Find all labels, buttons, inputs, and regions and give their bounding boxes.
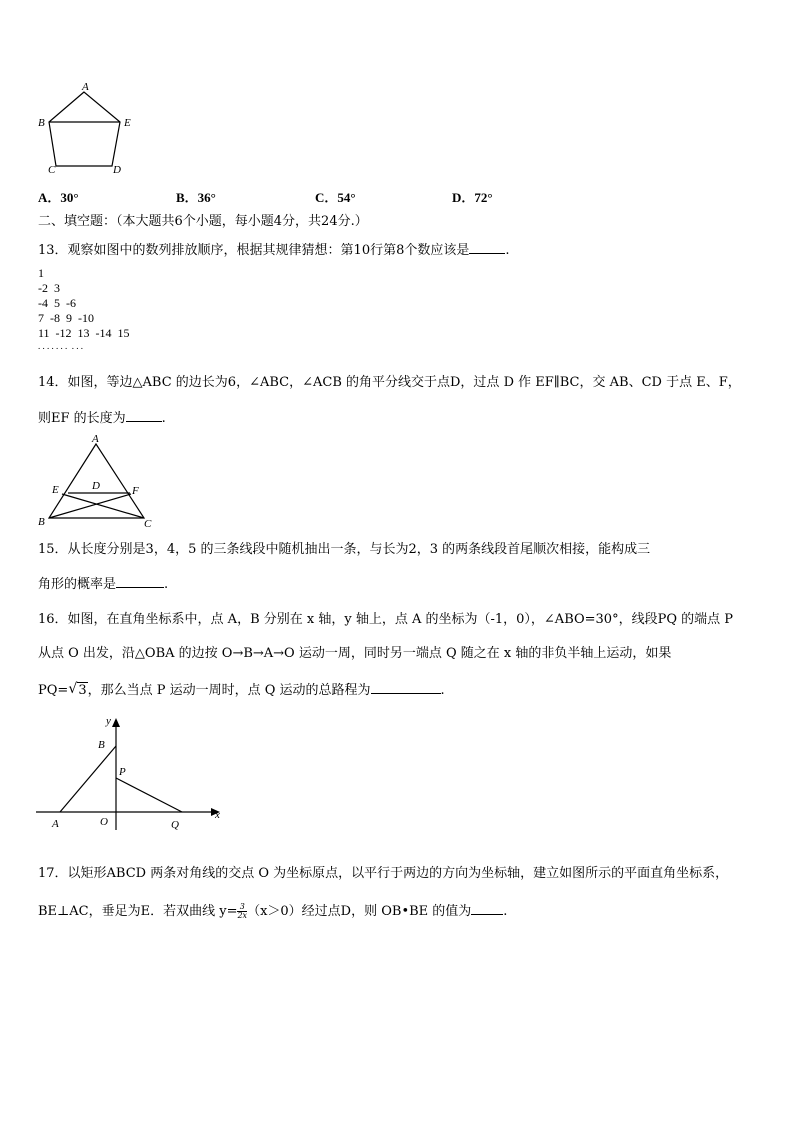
coordinate-figure (34, 712, 230, 834)
q13-stem: 13．观察如图中的数列排放顺序，根据其规律猜想：第10行第8个数应该是 (38, 243, 470, 258)
q16-stem: ，那么当点 P 运动一周时，点 Q 运动的总路程为 (87, 683, 371, 698)
q15-line-2 (38, 575, 168, 593)
label-b: B (98, 739, 105, 751)
q17-stem: BE⊥AC，垂足为E．若双曲线 y= (38, 904, 238, 919)
option-b: B．36° (176, 190, 216, 205)
label-o: O (100, 816, 108, 828)
q14-stem: 则EF 的长度为 (38, 411, 126, 426)
q15-blank (116, 575, 164, 588)
q17-line-1: 17．以矩形ABCD 两条对角线的交点 O 为坐标原点，以平行于两边的方向为坐标轴，建立如图所示的平面直角坐标系， (38, 866, 729, 881)
q13-row-2: -2 3 (38, 281, 60, 295)
sqrt-3: √ 3 (68, 681, 87, 698)
y-axis-arrow (112, 718, 120, 727)
segment-ab (60, 746, 116, 812)
label-y: y (106, 715, 111, 727)
section-heading: 二、填空题：（本大题共6个小题，每小题4分，共24分.） (38, 214, 368, 229)
option-a: A．30° (38, 190, 79, 205)
label-b: B (38, 117, 45, 129)
q17-mid: （x＞0）经过点D，则 OB•BE 的值为 (247, 904, 472, 919)
label-a: A (92, 433, 99, 445)
q14-blank (126, 409, 162, 422)
segment-pq (116, 778, 182, 812)
q15-stem: 角形的概率是 (38, 577, 117, 592)
q14-line-2 (38, 409, 166, 427)
q15-end: . (164, 577, 169, 592)
label-x: x (215, 809, 220, 821)
label-d: D (113, 164, 121, 176)
q13-row-1: 1 (38, 266, 44, 280)
label-a: A (82, 81, 89, 93)
option-c: C．54° (315, 190, 356, 205)
q17-end: . (503, 904, 508, 919)
q16-line-3 (38, 681, 445, 699)
q17-blank (471, 902, 503, 915)
bisector-c (62, 494, 144, 518)
pentagon-figure (36, 80, 136, 176)
option-d: D．72° (452, 190, 493, 205)
label-e: E (124, 117, 131, 129)
q13-end: . (505, 243, 510, 258)
q13-row-4: 7 -8 9 -10 (38, 311, 94, 325)
label-q: Q (171, 819, 179, 831)
q14-line-1: 14．如图，等边△ABC 的边长为6，∠ABC，∠ACB 的角平分线交于点D，过点 D 作 EF∥BC，交 AB、CD 于点 E、F， (38, 375, 741, 390)
q13-row-3: -4 5 -6 (38, 296, 76, 310)
pentagon-shape (49, 92, 120, 166)
q16-line-1: 16．如图，在直角坐标系中，点 A，B 分别在 x 轴，y 轴上，点 A 的坐标为（-1，0），∠ABO=30°，线段PQ 的端点 P (38, 612, 733, 627)
q13-text (38, 241, 510, 259)
label-f: F (132, 485, 139, 497)
label-c: C (48, 164, 56, 176)
label-p: P (119, 766, 126, 778)
q14-end: . (161, 411, 166, 426)
q16-end: . (440, 683, 445, 698)
q13-number-triangle (38, 266, 130, 351)
fraction-3-over-2x: $\frac{3}{2x}$ (237, 902, 248, 920)
label-c: C (144, 518, 152, 530)
q17-line-2 (38, 902, 507, 920)
label-e: E (52, 484, 59, 496)
label-b: B (38, 516, 45, 528)
label-a: A (52, 818, 59, 830)
q13-row-6: . . . . . . . . . . (38, 341, 83, 351)
q15-line-1: 15．从长度分别是3，4，5 的三条线段中随机抽出一条，与长为2，3 的两条线段首尾顺次相接，能构成三 (38, 542, 651, 557)
q16-blank (371, 681, 441, 694)
q16-pq: PQ= (38, 683, 69, 698)
triangle-figure (36, 432, 160, 530)
q16-line-2: 从点 O 出发，沿△OBA 的边按 O→B→A→O 运动一周，同时另一端点 Q 随之在 x 轴的非负半轴上运动，如果 (38, 646, 672, 661)
label-d: D (92, 480, 100, 492)
q13-blank (469, 241, 505, 254)
q13-row-5: 11 -12 13 -14 15 (38, 326, 130, 340)
